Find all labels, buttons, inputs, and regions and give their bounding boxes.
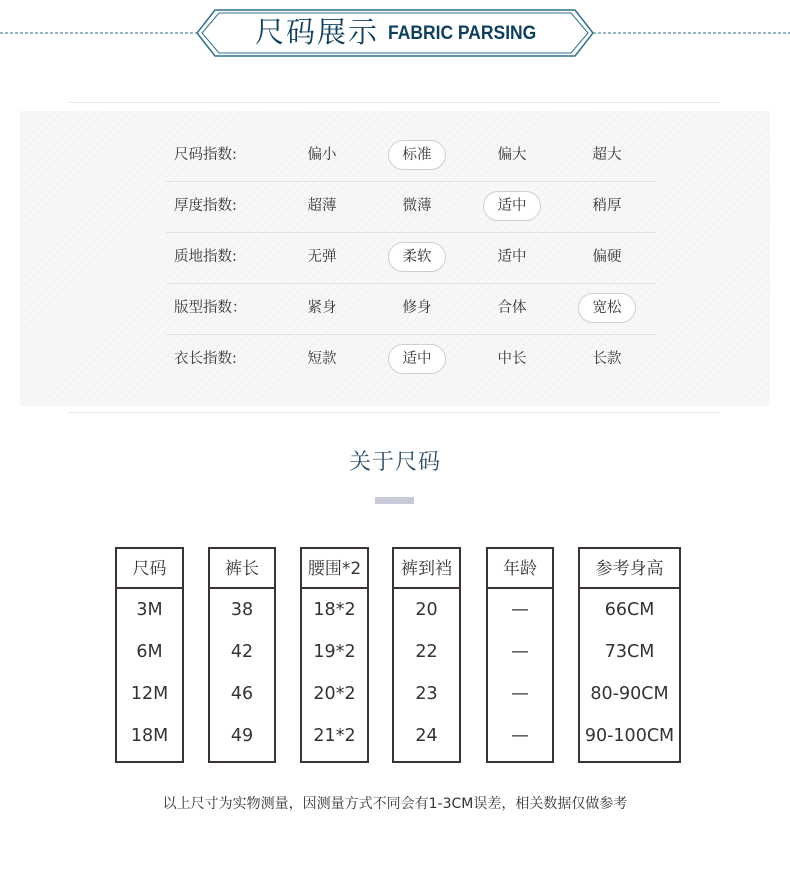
index-option: 偏大 — [497, 147, 527, 163]
index-option: 偏硬 — [592, 249, 622, 265]
index-option: 稍厚 — [592, 198, 622, 214]
size-cell: 49 — [230, 726, 254, 746]
index-row — [166, 232, 656, 283]
index-option: 超大 — [592, 147, 622, 163]
index-row — [166, 283, 656, 334]
index-option: 超薄 — [307, 198, 337, 214]
section-title-bar — [375, 497, 414, 504]
size-cell: 22 — [415, 642, 438, 662]
size-cell: — — [511, 600, 529, 620]
size-cell: 23 — [415, 684, 438, 704]
measurement-note: 以上尺寸为实物测量，因测量方式不同会有1-3CM误差，相关数据仅做参考 — [162, 796, 628, 812]
size-column — [300, 547, 369, 763]
size-column — [208, 547, 276, 763]
index-row — [166, 181, 656, 232]
size-cell: 80-90CM — [590, 684, 669, 704]
index-option: 偏小 — [307, 147, 337, 163]
page-subtitle: FABRIC PARSING — [388, 23, 537, 44]
index-option: 合体 — [497, 300, 527, 316]
index-label: 衣长指数: — [174, 351, 237, 367]
index-option-selected: 宽松 — [578, 293, 636, 323]
index-label: 尺码指数: — [174, 147, 237, 163]
size-column-header: 裤长 — [210, 549, 274, 589]
size-cell: — — [511, 642, 529, 662]
size-cell: 12M — [130, 684, 169, 704]
size-column — [115, 547, 184, 763]
index-option: 适中 — [497, 249, 527, 265]
index-option: 微薄 — [402, 198, 432, 214]
index-option-selected: 标准 — [388, 140, 446, 170]
index-option: 短款 — [307, 351, 337, 367]
size-cell: 46 — [230, 684, 254, 704]
size-column-header: 腰围*2 — [302, 549, 367, 589]
index-option: 长款 — [592, 351, 622, 367]
size-column-header: 参考身高 — [580, 549, 679, 589]
size-cell: 66CM — [604, 600, 655, 620]
size-column-header: 裤到裆 — [394, 549, 459, 589]
size-cell: 3M — [136, 600, 163, 620]
size-cell: 20 — [415, 600, 438, 620]
index-option-selected: 适中 — [483, 191, 541, 221]
size-column-header: 尺码 — [117, 549, 182, 589]
size-column — [578, 547, 681, 763]
size-cell: — — [511, 684, 529, 704]
header-banner — [0, 0, 790, 66]
size-cell: 18M — [130, 726, 169, 746]
size-column — [486, 547, 554, 763]
size-cell: 6M — [136, 642, 163, 662]
size-cell: 90-100CM — [584, 726, 675, 746]
size-section-title: 关于尺码 — [348, 450, 441, 475]
size-cell: 18*2 — [313, 600, 356, 620]
divider-bottom — [68, 412, 720, 413]
index-option: 紧身 — [307, 300, 337, 316]
size-cell: 24 — [415, 726, 438, 746]
index-row — [166, 130, 656, 181]
size-column — [392, 547, 461, 763]
index-option: 修身 — [402, 300, 432, 316]
index-option: 无弹 — [307, 249, 337, 265]
index-option-selected: 柔软 — [388, 242, 446, 272]
size-cell: 19*2 — [313, 642, 356, 662]
index-label: 厚度指数: — [174, 198, 237, 214]
size-cell: 21*2 — [313, 726, 356, 746]
size-cell: 38 — [230, 600, 254, 620]
page-title: 尺码展示 — [255, 15, 380, 49]
size-cell: 20*2 — [313, 684, 356, 704]
index-option: 中长 — [497, 351, 527, 367]
index-row — [166, 334, 656, 385]
size-cell: 42 — [230, 642, 254, 662]
size-column-header: 年龄 — [488, 549, 552, 589]
divider-top — [68, 102, 720, 103]
index-option-selected: 适中 — [388, 344, 446, 374]
size-cell: 73CM — [604, 642, 655, 662]
index-label: 质地指数: — [174, 249, 237, 265]
index-label: 版型指数： — [174, 300, 247, 316]
size-cell: — — [511, 726, 529, 746]
